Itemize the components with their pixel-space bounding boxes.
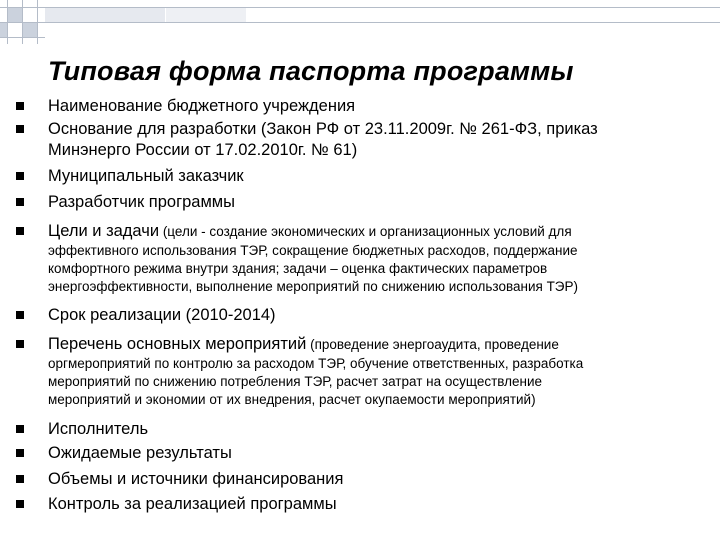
item-detail-line: мероприятий и экономии от их внедрения, расчет окупаемости мероприятий)	[48, 392, 536, 407]
item-detail-line: оргмероприятий по контролю за расходом ТЭР, обучение ответственных, разработка	[48, 356, 584, 371]
item-detail-line: энергоэффективности, выполнение мероприятий по снижению использования ТЭР)	[48, 279, 579, 294]
item-detail-line: мероприятий по снижению потребления ТЭР, расчет затрат на осуществление	[48, 374, 543, 389]
bullet-marker	[16, 500, 24, 508]
list-item	[48, 192, 712, 213]
list-item	[48, 166, 712, 187]
bullet-marker	[16, 449, 24, 457]
list-item	[48, 494, 712, 515]
item-text-line: Основание для разработки (Закон РФ от 23.11.2009г. № 261-ФЗ, приказ	[48, 120, 598, 138]
item-text-line: Контроль за реализацией программы	[48, 495, 337, 513]
page-title: Типовая форма паспорта программы	[48, 56, 574, 86]
item-text-line: Объемы и источники финансирования	[48, 470, 344, 488]
list-item	[48, 334, 712, 409]
item-detail-line: комфортного режима внутри здания; задачи – оценка фактических параметров	[48, 261, 548, 276]
bullet-marker	[16, 102, 24, 110]
list-item	[48, 96, 712, 117]
item-detail: (цели - создание экономических и организационных условий для	[159, 224, 572, 239]
item-head-line	[48, 221, 712, 242]
list-item	[48, 119, 712, 160]
item-text-line: Наименование бюджетного учреждения	[48, 97, 356, 115]
bullet-marker	[16, 425, 24, 433]
bullet-marker	[16, 227, 24, 235]
item-heading: Цели и задачи	[48, 222, 160, 240]
bullet-marker	[16, 475, 24, 483]
item-text-line: Разработчик программы	[48, 193, 236, 211]
item-text-line: Ожидаемые результаты	[48, 444, 232, 462]
list-item	[48, 221, 712, 296]
list-item	[48, 305, 712, 326]
item-heading: Перечень основных мероприятий	[48, 335, 307, 353]
item-text-line: Срок реализации (2010-2014)	[48, 306, 276, 324]
bullet-marker	[16, 340, 24, 348]
list-item	[48, 469, 712, 490]
item-text-line: Муниципальный заказчик	[48, 167, 244, 185]
bullet-marker	[16, 172, 24, 180]
item-detail-line: эффективного использования ТЭР, сокращение бюджетных расходов, поддержание	[48, 243, 578, 258]
item-head-line	[48, 334, 712, 355]
bullet-marker	[16, 311, 24, 319]
list-item	[48, 419, 712, 440]
bullet-marker	[16, 125, 24, 133]
item-text-line: Исполнитель	[48, 420, 149, 438]
item-text-line: Минэнерго России от 17.02.2010г. № 61)	[48, 140, 358, 159]
item-detail: (проведение энергоаудита, проведение	[306, 337, 559, 352]
bullet-marker	[16, 198, 24, 206]
list-item	[48, 443, 712, 464]
